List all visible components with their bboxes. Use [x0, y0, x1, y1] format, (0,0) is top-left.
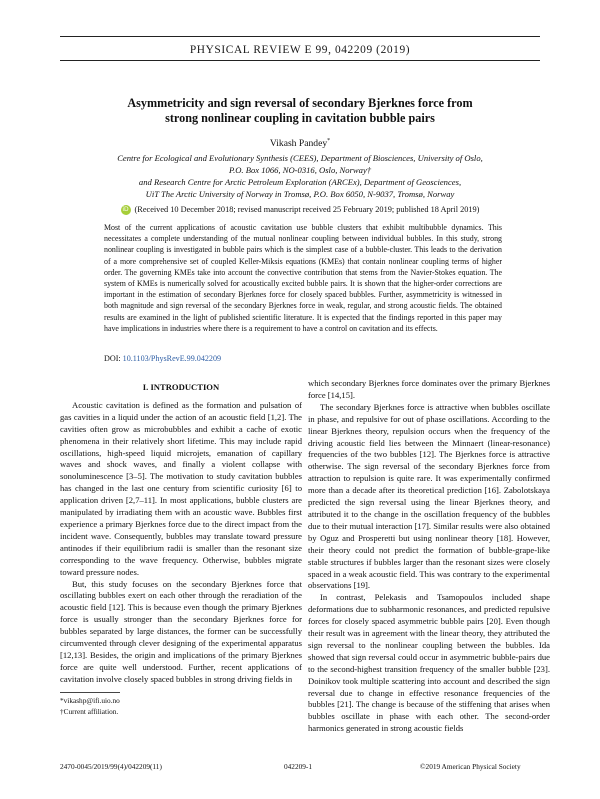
title-line-1: Asymmetricity and sign reversal of secondary Bjerknes force from: [127, 96, 473, 110]
footnote-affiliation: †Current affiliation.: [60, 706, 119, 716]
footnote-rule: [60, 692, 120, 693]
paragraph: But, this study focuses on the secondary Bjerknes force that oscillating bubbles exert on each other through the reradiation of the acoustic field [12]. This is because even though the primary Bjerknes force is usually stronger than the secondary Bjerknes force for bubbles separated by large distances, the former can be successfully circumvented through clever designing of the experimental apparatus [12,13]. Besides, the origin and implications of the primary Bjerknes force are quite well understood. Further, recent applications of cavitation involve closely spaced bubbles in strong driving fields in: [60, 578, 302, 684]
affiliation-line-3: and Research Centre for Arctic Petroleum Exploration (ARCEx), Department of Geosciences,: [138, 177, 462, 187]
footer-copyright: ©2019 American Physical Society: [420, 762, 521, 771]
left-column: [60, 380, 302, 686]
paragraph: The secondary Bjerknes force is attractive when bubbles oscillate in phase, and repulsive for out of phase oscillations. According to the linear Bjerknes theory, repulsion occurs when the frequency of the driving acoustic field lies between the Minnaert (linear-resonance) frequencies of the two bubbles [12]. The Bjerknes force is attractive otherwise. The sign reversal of the secondary Bjerknes force from attraction to repulsion is quite rare. It was experimentally confirmed more than a decade after its theoretical prediction [16]. Zabolotskaya predicted the sign reversal using the linear Bjerknes theory, and attributed it to the change in the oscillation frequency of the bubbles due to their mutual interaction [17]. Similar results were also obtained by Oguz and Prosperetti but using nonlinear theory [18]. However, their theory could not predict the formation of bubble-grape-like stable structures if bubbles larger than the resonant sizes were closely spaced in a weak acoustic field. This was contrary to the experimental observations [19].: [308, 401, 550, 591]
section-title: I. INTRODUCTION: [142, 382, 220, 392]
orcid-icon[interactable]: iD: [122, 206, 129, 214]
affiliation-line-2: P.O. Box 1066, NO-0316, Oslo, Norway†: [228, 165, 372, 175]
footnote-email: *vikashp@ifi.uio.no: [60, 696, 120, 705]
author-mark: *: [327, 138, 331, 144]
header-rule: [60, 60, 540, 61]
top-rule: [60, 36, 540, 37]
page-number: 042209-1: [284, 762, 312, 771]
author-name: Vikash Pandey: [269, 138, 328, 150]
paragraph: In contrast, Pelekasis and Tsamopoulos included shape deformations due to subharmonic resonances, and predicted repulsive forces for closely spaced asymmetric bubble pairs [20]. Even though their result was in agreement with the linear theory, they attributed the sign reversal to the nonlinear coupling between the bubbles. Ida showed that sign reversal could occur in asymmetric bubble-pairs due to the second-highest transition frequency of the smaller bubble [23]. Doinikov took multiple scattering into account and described the sign reversal due to change in effective resonance frequencies of the bubbles [21]. The change is because of the stiffening that arises when bubbles oscillate in phase with each other. The second-order harmonics generated in strong acoustic fields: [308, 592, 550, 734]
received-text: (Received 10 December 2018; revised manuscript received 25 February 2019; published 18 April 2019): [134, 205, 480, 214]
journal-header: PHYSICAL REVIEW E 99, 042209 (2019): [189, 44, 411, 56]
received-dates: [0, 205, 600, 215]
affiliation-line-4: UiT The Arctic University of Norway in Tromsø, P.O. Box 6050, N-9037, Tromsø, Norway: [145, 189, 455, 199]
paragraph: Acoustic cavitation is defined as the formation and pulsation of gas cavities in a liquid under the action of an acoustic field [1,2]. The cavities often grow as microbubbles and exhibit a cache of exotic phenomena in their relatively short lifetime. This may include rapid oscillations, high-speed liquid microjets, emanation of capillary waves and shock waves, and finally a violent collapse with sonoluminescence [3–5]. The motivation to study cavitation bubbles has changed in the last one century from scientific curiosity [6] to application driven [2,7–11]. In most applications, bubble clusters are manipulated by irradiating them with an acoustic wave. Bubbles first experience a primary Bjerknes force due to the direct impact from the incident wave. Consequently, bubbles may translate toward pressure antinodes if their equilibrium radii is smaller than the resonant size corresponding to the wave frequency. Otherwise, bubbles migrate toward pressure nodes.: [60, 399, 302, 577]
title-line-2: strong nonlinear coupling in cavitation bubble pairs: [165, 111, 435, 125]
affiliation-line-1: Centre for Ecological and Evolutionary Synthesis (CEES), Department of Biosciences, University of Oslo,: [117, 153, 483, 163]
right-column: [308, 378, 550, 735]
footnotes: [60, 696, 120, 717]
author: [0, 138, 600, 149]
doi-line: [104, 354, 221, 363]
doi-label: DOI:: [104, 354, 121, 363]
footer-code: 2470-0045/2019/99(4)/042209(11): [60, 762, 162, 771]
paper-title: [70, 96, 530, 126]
abstract: Most of the current applications of acoustic cavitation use bubble clusters that exhibit multibubble dynamics. This necessitates a complete understanding of the mutual nonlinear coupling between individual bubbles. In this study, strong nonlinear coupling is investigated in bubble pairs which is the simplest case of a bubble-cluster. This leads to the derivation of a more comprehensive set of coupled Keller-Miksis equations (KMEs) that contain nonlinear coupling terms of higher order. The governing KMEs take into account the convective contribution that stems from the Navier-Stokes equation. The system of KMEs is numerically solved for acoustically excited bubble pairs. It is shown that the higher-order corrections are important in the estimation of secondary Bjerknes force for closely spaced bubbles. Further, asymmetricity is witnessed in both magnitude and sign reversal of the secondary Bjerknes force in weak, regular, and strong acoustic fields. The obtained results are examined in the light of published scientific literature. It is expected that the findings reported in this paper may have implications in industries where there is a requirement to have a control on cavitation and its effects.: [104, 223, 502, 333]
doi-link[interactable]: 10.1103/PhysRevE.99.042209: [122, 354, 222, 363]
paragraph: which secondary Bjerknes force dominates over the primary Bjerknes force [14,15].: [308, 378, 550, 400]
